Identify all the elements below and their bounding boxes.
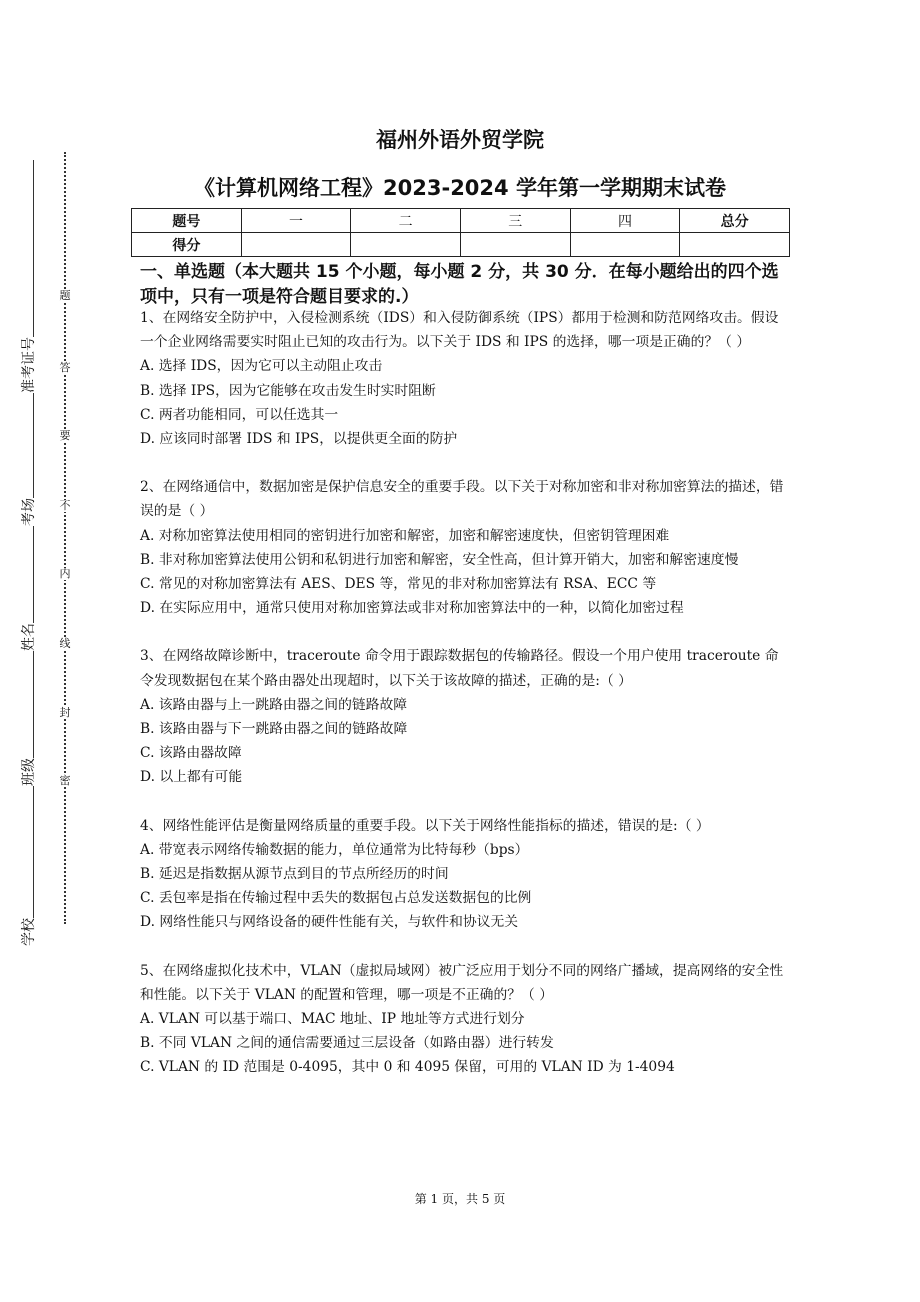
option-a: A. 选择 IDS，因为它可以主动阻止攻击 xyxy=(140,358,383,375)
score-table-row-label: 题号 xyxy=(132,209,242,233)
option-d: D. 网络性能只与网络设备的硬件性能有关，与软件和协议无关 xyxy=(140,914,519,931)
question-list xyxy=(140,306,785,1104)
score-cell xyxy=(241,233,351,257)
section-heading: 一、单选题（本大题共 15 个小题，每小题 2 分，共 30 分．在每小题给出的四个选项中，只有一项是符合题目要求的.） xyxy=(140,262,779,307)
question-5 xyxy=(140,959,785,1080)
seal-char: 线 xyxy=(59,637,71,650)
question-stem: 4、网络性能评估是衡量网络质量的重要手段。以下关于网络性能指标的描述，错误的是:（ ） xyxy=(140,817,710,834)
option-d: D. 应该同时部署 IDS 和 IPS，以提供更全面的防护 xyxy=(140,431,458,448)
margin-label-exam-number: 准考证号 xyxy=(16,337,40,393)
question-stem: 2、在网络通信中，数据加密是保护信息安全的重要手段。以下关于对称加密和非对称加密算法的描述，错误的是（ ） xyxy=(140,479,784,520)
question-3 xyxy=(140,644,785,789)
score-table xyxy=(131,208,790,257)
question-1 xyxy=(140,306,785,451)
school-title: 福州外语外贸学院 xyxy=(376,128,544,152)
page-footer: 第 1 页，共 5 页 xyxy=(414,1192,506,1206)
score-table-column: 三 xyxy=(460,209,570,233)
option-c: C. 两者功能相同，可以任选其一 xyxy=(140,406,339,423)
question-4 xyxy=(140,814,785,935)
option-a: A. 该路由器与上一跳路由器之间的链路故障 xyxy=(140,696,408,713)
option-b: B. 非对称加密算法使用公钥和私钥进行加密和解密，安全性高，但计算开销大，加密和解密速度慢 xyxy=(140,551,739,568)
option-c: C. 常见的对称加密算法有 AES、DES 等，常见的非对称加密算法有 RSA、ECC 等 xyxy=(140,576,657,593)
score-cell xyxy=(680,233,790,257)
option-a: A. 带宽表示网络传输数据的能力，单位通常为比特每秒（bps） xyxy=(140,841,529,858)
question-stem: 5、在网络虚拟化技术中，VLAN（虚拟局域网）被广泛应用于划分不同的网络广播域，提高网络的安全性和性能。以下关于 VLAN 的配置和管理，哪一项是不正确的？（ ） xyxy=(140,962,784,1003)
score-table-row-label: 得分 xyxy=(132,233,242,257)
question-stem: 1、在网络安全防护中，入侵检测系统（IDS）和入侵防御系统（IPS）都用于检测和防范网络攻击。假设一个企业网络需要实时阻止已知的攻击行为。以下关于 IDS 和 IPS 的选择，哪一项是正确的？（ ） xyxy=(140,310,779,351)
option-a: A. 对称加密算法使用相同的密钥进行加密和解密，加密和解密速度快，但密钥管理困难 xyxy=(140,527,670,544)
score-table-score-row xyxy=(132,233,790,257)
option-b: B. 不同 VLAN 之间的通信需要通过三层设备（如路由器）进行转发 xyxy=(140,1035,554,1052)
option-b: B. 该路由器与下一跳路由器之间的链路故障 xyxy=(140,721,408,738)
option-b: B. 延迟是指数据从源节点到目的节点所经历的时间 xyxy=(140,866,449,883)
score-table-column: 总分 xyxy=(680,209,790,233)
seal-char: 答 xyxy=(59,361,71,374)
option-a: A. VLAN 可以基于端口、MAC 地址、IP 地址等方式进行划分 xyxy=(140,1011,525,1028)
score-table-column: 二 xyxy=(351,209,461,233)
score-table-column: 一 xyxy=(241,209,351,233)
margin-label-exam-room: 考场 xyxy=(16,498,40,526)
score-cell xyxy=(570,233,680,257)
score-table-header-row xyxy=(132,209,790,233)
binding-solid-line xyxy=(33,160,34,925)
score-table-column: 四 xyxy=(570,209,680,233)
seal-char: 不 xyxy=(59,499,71,512)
option-b: B. 选择 IPS，因为它能够在攻击发生时实时阻断 xyxy=(140,382,436,399)
margin-label-school: 学校 xyxy=(16,918,40,946)
option-c: C. 丢包率是指在传输过程中丢失的数据包占总发送数据包的比例 xyxy=(140,890,532,907)
seal-char: 密 xyxy=(59,774,71,787)
score-cell xyxy=(351,233,461,257)
exam-title: 《计算机网络工程》2023-2024 学年第一学期期末试卷 xyxy=(194,176,726,200)
option-c: C. 该路由器故障 xyxy=(140,745,242,762)
question-2 xyxy=(140,475,785,620)
seal-char: 内 xyxy=(59,567,71,580)
margin-label-name: 姓名 xyxy=(16,623,40,651)
seal-char: 题 xyxy=(59,289,71,302)
option-c: C. VLAN 的 ID 范围是 0-4095，其中 0 和 4095 保留，可用的 VLAN ID 为 1-4094 xyxy=(140,1059,675,1076)
score-cell xyxy=(460,233,570,257)
option-d: D. 在实际应用中，通常只使用对称加密算法或非对称加密算法中的一种，以简化加密过程 xyxy=(140,600,684,617)
binding-dotted-line xyxy=(64,152,66,924)
seal-char: 要 xyxy=(59,429,71,442)
seal-char: 封 xyxy=(59,706,71,719)
question-stem: 3、在网络故障诊断中，traceroute 命令用于跟踪数据包的传输路径。假设一个用户使用 traceroute 命令发现数据包在某个路由器处出现超时，以下关于该故障的描述，正确的是:（ ） xyxy=(140,648,779,689)
margin-label-class: 班级 xyxy=(16,758,40,786)
option-d: D. 以上都有可能 xyxy=(140,769,243,786)
